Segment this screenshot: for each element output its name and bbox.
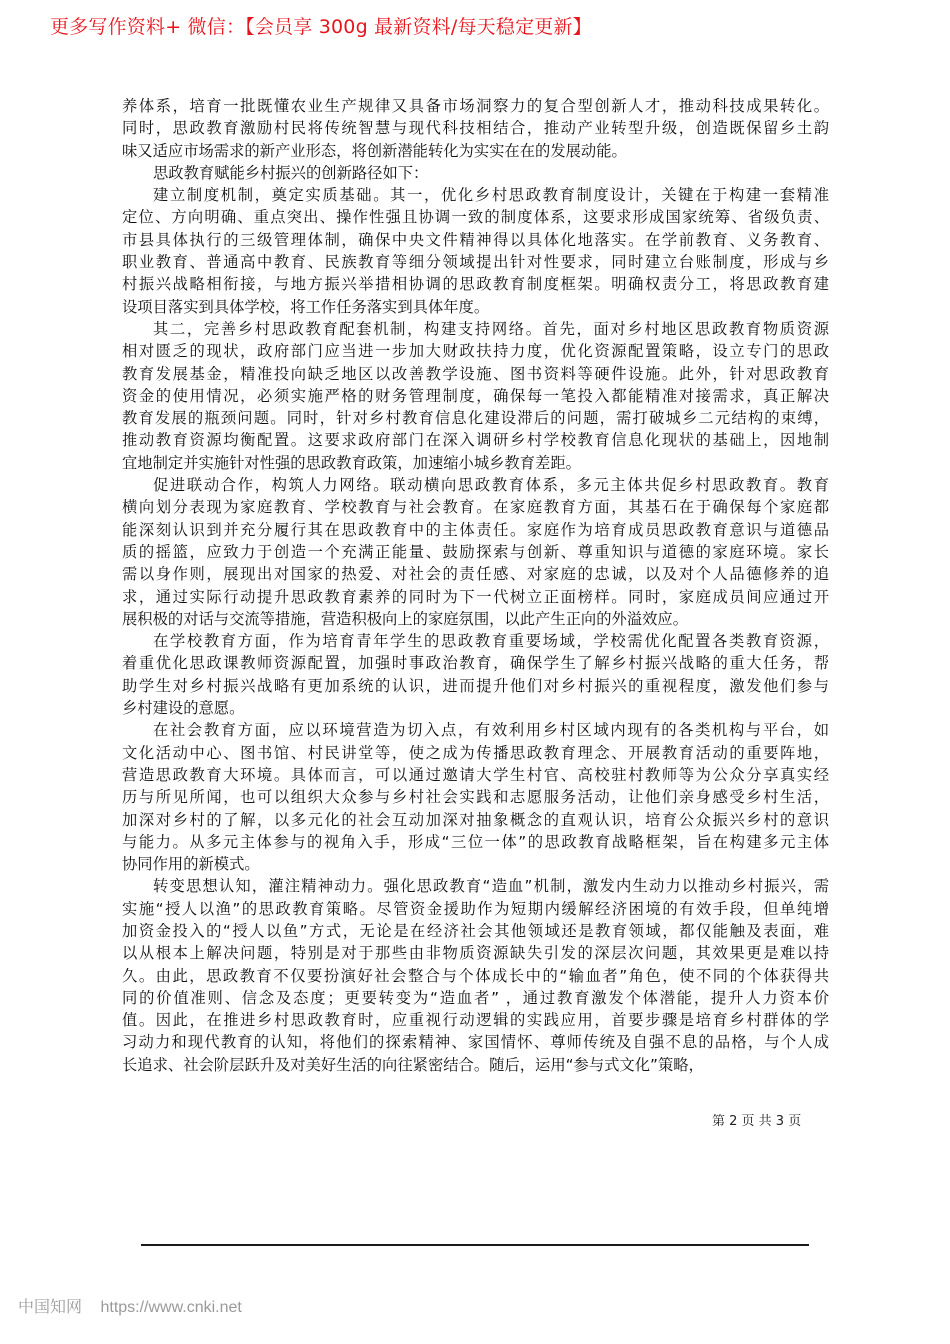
text-line: 市县具体执行的三级管理体制，确保中央文件精神得以具体化地落实。在学前教育、义务教育、	[122, 230, 829, 249]
text-line: 着重优化思政课教师资源配置，加强时事政治教育，确保学生了解乡村振兴战略的重大任务，帮	[122, 654, 829, 673]
text-line: 习动力和现代教育的认知，将他们的探索精神、家国情怀、尊师传统及自强不息的品格，与个人成	[122, 1033, 829, 1052]
paragraph	[122, 318, 829, 474]
text-line: 质的摇篮，应致力于创造一个充满正能量、鼓励探索与创新、尊重知识与道德的家庭环境。家长	[122, 542, 829, 561]
paragraph	[122, 630, 829, 719]
text-line: 定位、方向明确、重点突出、操作性强且协调一致的制度体系，这要求形成国家统筹、省级负责、	[122, 208, 829, 227]
text-line: 设项目落实到具体学校，将工作任务落实到具体年度。	[122, 297, 490, 316]
watermark-name: 中国知网	[18, 1299, 83, 1316]
text-line: 展积极的对话与交流等措施，营造积极向上的家庭氛围，以此产生正向的外溢效应。	[122, 609, 688, 628]
text-line: 加资金投入的“授人以鱼”方式，无论是在经济社会其他领域还是教育领域，都仅能触及表面，难	[122, 921, 829, 940]
text-line: 历与所见所闻，也可以组织大众参与乡村社会实践和志愿服务活动，让他们亲身感受乡村生活，	[122, 788, 829, 807]
text-line: 相对匮乏的现状，政府部门应当进一步加大财政扶持力度，优化资源配置策略，设立专门的思政	[122, 342, 829, 361]
text-line: 教育发展基金，精准投向缺乏地区以改善教学设施、图书资料等硬件设施。此外，针对思政教育	[122, 364, 829, 383]
text-line: 以从根本上解决问题，特别是对于那些由非物质资源缺失引发的深层次问题，其效果更是难以持	[122, 944, 829, 963]
text-line: 职业教育、普通高中教育、民族教育等细分领域提出针对性要求，同时建立台账制度，形成与乡	[122, 253, 829, 272]
document-body	[122, 95, 829, 1076]
text-line: 营造思政教育大环境。具体而言，可以通过邀请大学生村官、高校驻村教师等为公众分享真实经	[122, 765, 829, 784]
paragraph	[122, 95, 829, 162]
text-line: 其二，完善乡村思政教育配套机制，构建支持网络。首先，面对乡村地区思政教育物质资源	[153, 319, 829, 338]
text-line: 长追求、社会阶层跃升及对美好生活的向往紧密结合。随后，运用“参与式文化”策略，	[122, 1055, 704, 1074]
text-line: 转变思想认知，灌注精神动力。强化思政教育“造血”机制，激发内生动力以推动乡村振兴，需	[153, 877, 829, 896]
cnki-watermark	[18, 1294, 242, 1317]
text-line: 值。因此，在推进乡村思政教育时，应重视行动逻辑的实践应用，首要步骤是培育乡村群体的学	[122, 1011, 829, 1030]
text-line: 协同作用的新模式。	[122, 855, 260, 874]
text-line: 实施“授人以渔”的思政教育策略。尽管资金援助作为短期内缓解经济困境的有效手段，但单纯增	[122, 899, 829, 918]
page-number: 第 2 页 共 3 页	[712, 1114, 802, 1129]
text-line: 横向划分表现为家庭教育、学校教育与社会教育。在家庭教育方面，其基石在于确保每个家庭都	[122, 498, 829, 517]
text-line: 与能力。从多元主体参与的视角入手，形成“三位一体”的思政教育战略框架，旨在构建多元主体	[122, 832, 829, 851]
text-line: 村振兴战略相衔接，与地方振兴举措相协调的思政教育制度框架。明确权责分工，将思政教育建	[122, 275, 829, 294]
text-line: 同时，思政教育激励村民将传统智慧与现代科技相结合，推动产业转型升级，创造既保留乡土韵	[122, 119, 829, 138]
text-line: 资金的使用情况，必须实施严格的财务管理制度，确保每一笔投入都能精准对接需求，真正解决	[122, 386, 829, 405]
text-line: 建立制度机制，奠定实质基础。其一，优化乡村思政教育制度设计，关键在于构建一套精准	[153, 186, 829, 205]
promo-banner: 更多写作资料+ 微信：【会员享 300g 最新资料/每天稳定更新】	[50, 16, 592, 38]
watermark-url: https://www.cnki.net	[100, 1299, 242, 1316]
text-line: 在社会教育方面，应以环境营造为切入点，有效利用乡村区域内现有的各类机构与平台，如	[153, 721, 829, 740]
paragraph	[122, 474, 829, 630]
footer-divider	[141, 1244, 809, 1246]
text-line: 促进联动合作，构筑人力网络。联动横向思政教育体系，多元主体共促乡村思政教育。教育	[153, 476, 829, 495]
text-line: 能深刻认识到并充分履行其在思政教育中的主体责任。家庭作为培育成员思政教育意识与道德品	[122, 520, 829, 539]
paragraph	[122, 719, 829, 875]
text-line: 久。由此，思政教育不仅要扮演好社会整合与个体成长中的“输血者”角色，使不同的个体获得共	[122, 966, 829, 985]
text-line: 养体系，培育一批既懂农业生产规律又具备市场洞察力的复合型创新人才，推动科技成果转化。	[122, 97, 829, 115]
paragraph	[122, 875, 829, 1076]
text-line: 同的价值准则、信念及态度；更要转变为“造血者” ，通过教育激发个体潜能，提升人力资本价	[122, 988, 829, 1007]
text-line: 思政教育赋能乡村振兴的创新路径如下：	[153, 163, 429, 182]
text-line: 教育发展的瓶颈问题。同时，针对乡村教育信息化建设滞后的问题，需打破城乡二元结构的束缚，	[122, 409, 829, 428]
text-line: 加深对乡村的了解，以多元化的社会互动加深对抽象概念的直观认识，培育公众振兴乡村的意识	[122, 810, 829, 829]
text-line: 求，通过实际行动提升思政教育素养的同时为下一代树立正面榜样。同时，家庭成员间应通过开	[122, 587, 829, 606]
text-line: 推动教育资源均衡配置。这要求政府部门在深入调研乡村学校教育信息化现状的基础上，因地制	[122, 431, 829, 450]
paragraph	[122, 184, 829, 318]
text-line: 在学校教育方面，作为培育青年学生的思政教育重要场域，学校需优化配置各类教育资源，	[153, 632, 829, 651]
text-line: 宜地制定并实施针对性强的思政教育政策，加速缩小城乡教育差距。	[122, 453, 581, 472]
text-line: 助学生对乡村振兴战略有更加系统的认识，进而提升他们对乡村振兴的重视程度，激发他们参与	[122, 676, 829, 695]
text-line: 需以身作则，展现出对国家的热爱、对社会的责任感、对家庭的忠诚，以及对个人品德修养的追	[122, 565, 829, 584]
text-line: 味又适应市场需求的新产业形态，将创新潜能转化为实实在在的发展动能。	[122, 141, 627, 160]
text-line: 乡村建设的意愿。	[122, 699, 245, 718]
text-line: 文化活动中心、图书馆、村民讲堂等，使之成为传播思政教育理念、开展教育活动的重要阵地，	[122, 743, 829, 762]
paragraph	[122, 162, 829, 184]
